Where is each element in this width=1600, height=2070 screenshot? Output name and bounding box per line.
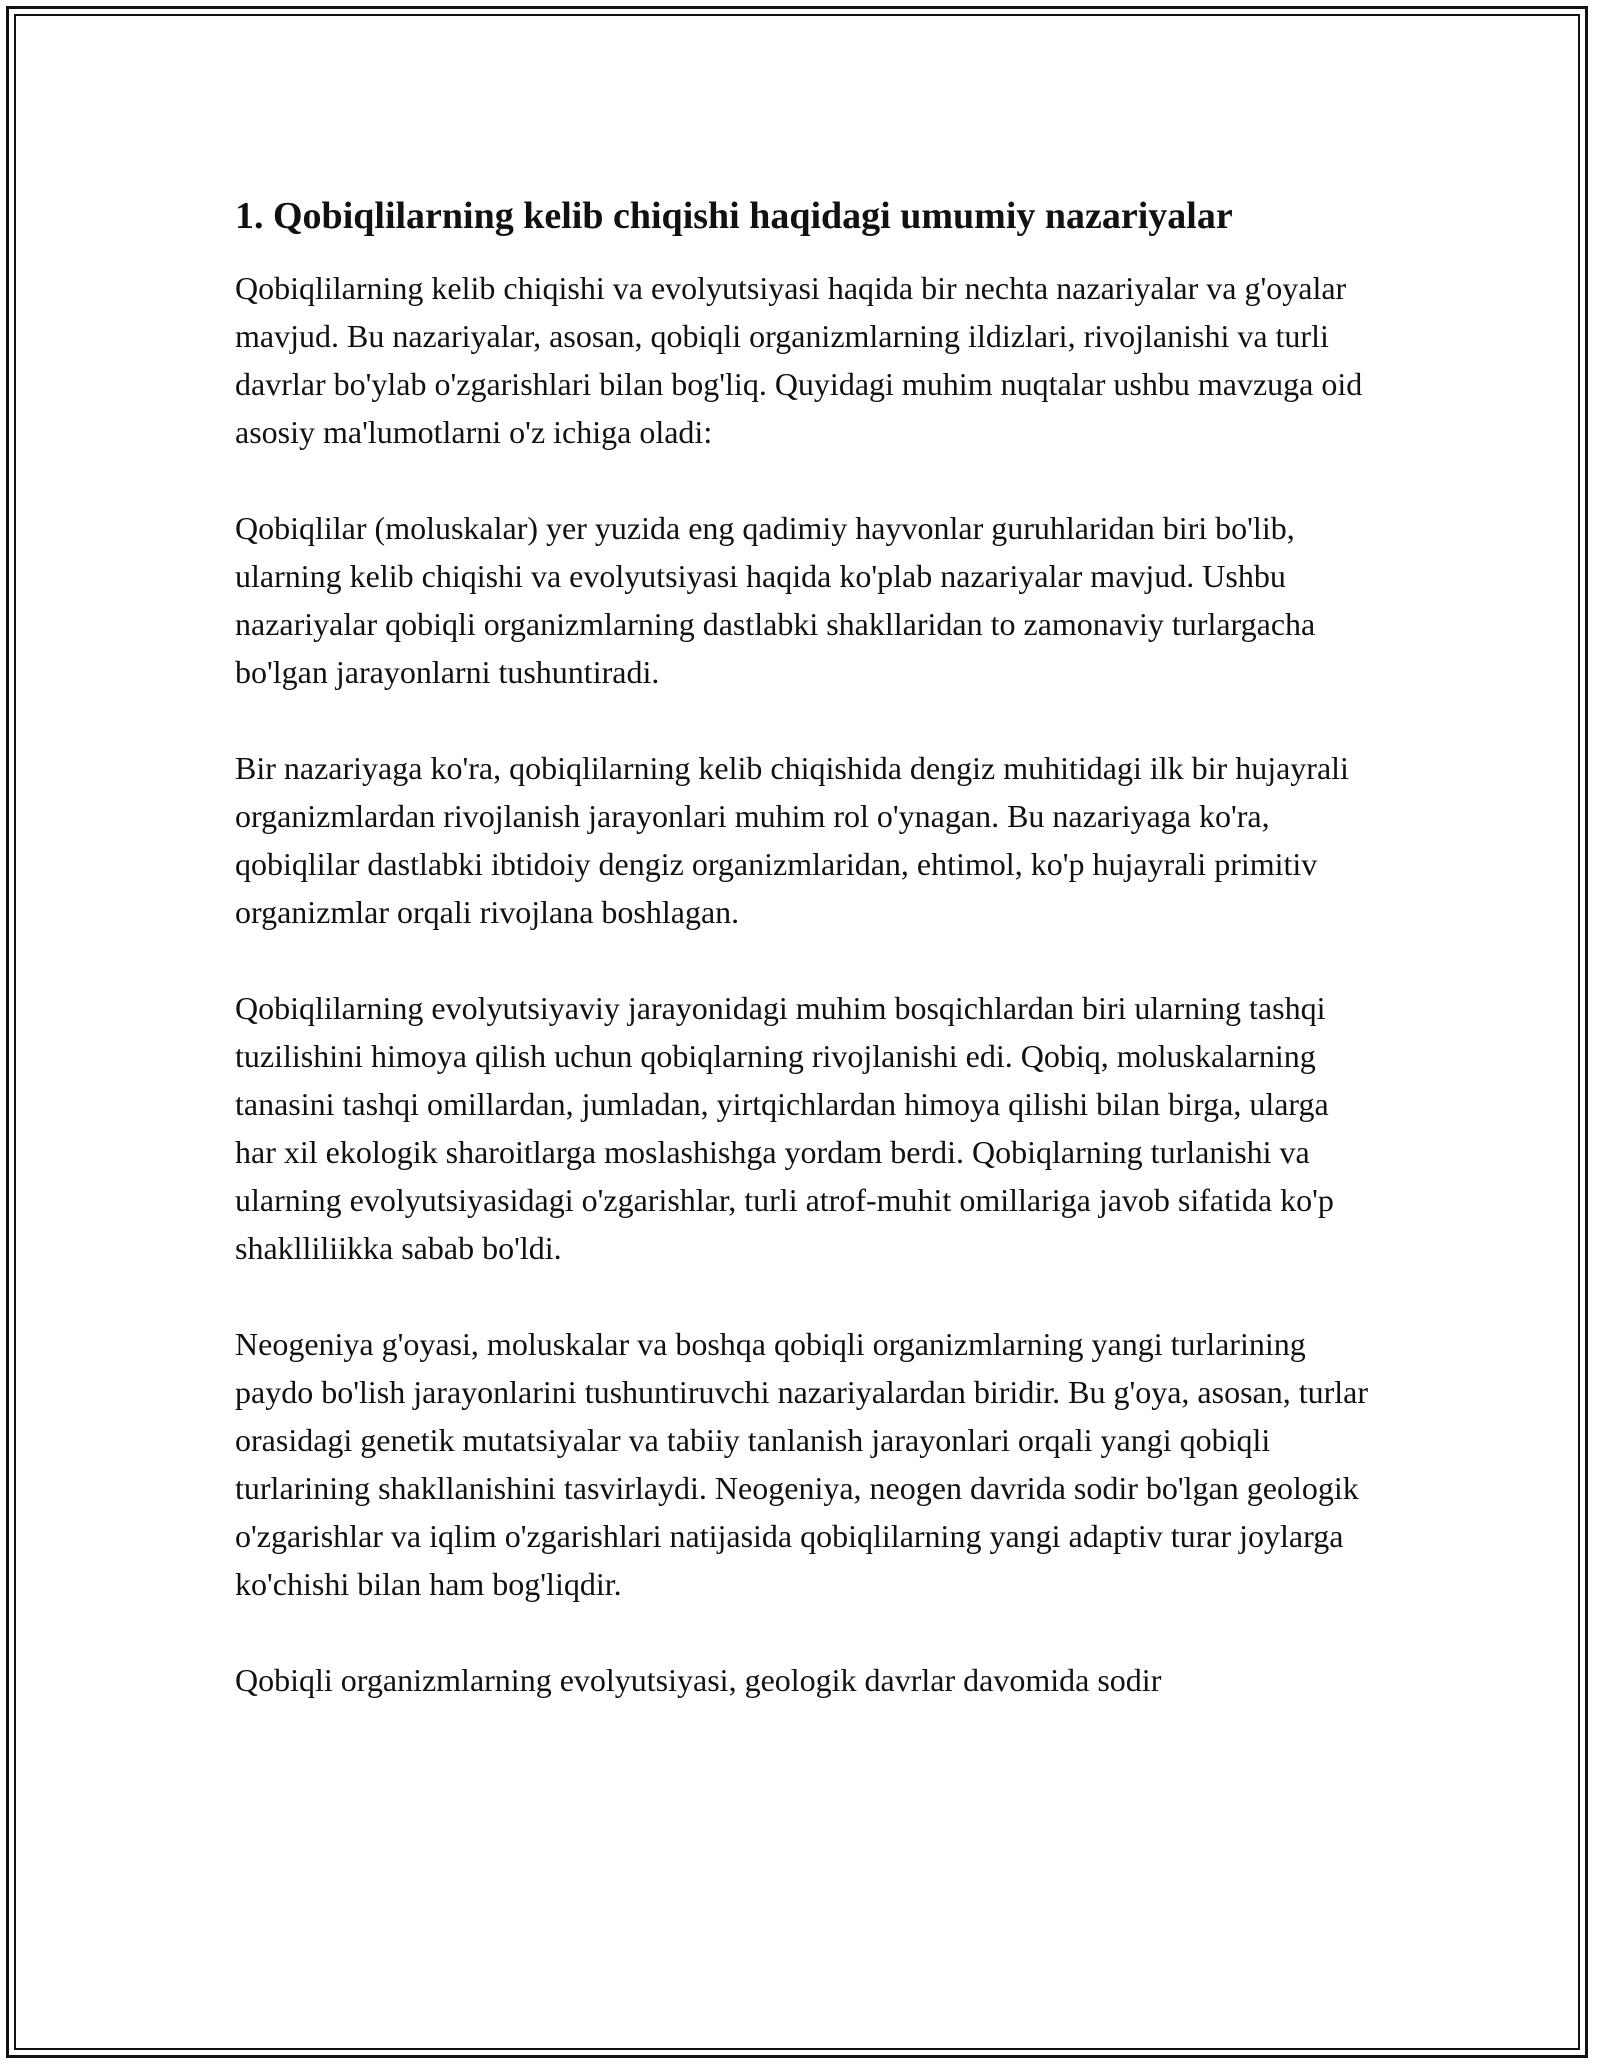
paragraph-neogenia: Neogeniya g'oyasi, moluskalar va boshqa qobiqli organizmlarning yangi turlarining paydo bo'lish jarayonlarini tushuntiruvchi nazariyalardan biridir. Bu g'oya, asosan, turlar orasidagi genetik mutatsiyalar va tabiiy tanlanish jarayonlari orqali yangi qobiqli turlarining shakllanishini tasvirlaydi. Neogeniya, neogen davrida sodir bo'lgan geologik o'zgarishlar va iqlim o'zgarishlari natijasida qobiqlilarning yangi adaptiv turar joylarga ko'chishi bilan ham bog'liqdir. bbox=[235, 1326, 1369, 1602]
paragraph-shell-evolution: Qobiqlilarning evolyutsiyaviy jarayonidagi muhim bosqichlardan biri ularning tashqi tuzilishini himoya qilish uchun qobiqlarning rivojlanishi edi. Qobiq, moluskalarning tanasini tashqi omillardan, jumladan, yirtqichlardan himoya qilishi bilan birga, ularga har xil ekologik sharoitlarga moslashishga yordam berdi. Qobiqlarning turlanishi va ularning evolyutsiyasidagi o'zgarishlar, turli atrof-muhit omillariga javob sifatida ko'p shaklliliikka sabab bo'ldi. bbox=[235, 990, 1334, 1266]
section-heading: 1. Qobiqlilarning kelib chiqishi haqidagi umumiy nazariyalar bbox=[235, 195, 1233, 237]
paragraph-geologic-evolution: Qobiqli organizmlarning evolyutsiyasi, geologik davrlar davomida sodir bbox=[235, 1662, 1162, 1698]
paragraph-molluscs: Qobiqlilar (moluskalar) yer yuzida eng qadimiy hayvonlar guruhlaridan biri bo'lib, ularning kelib chiqishi va evolyutsiyasi haqida ko'plab nazariyalar mavjud. Ushbu nazariyalar qobiqli organizmlarning dastlabki shakllaridan to zamonaviy turlargacha bo'lgan jarayonlarni tushuntiradi. bbox=[235, 510, 1316, 690]
paragraph-intro: Qobiqlilarning kelib chiqishi va evolyutsiyasi haqida bir nechta nazariyalar va g'oyalar mavjud. Bu nazariyalar, asosan, qobiqli organizmlarning ildizlari, rivojlanishi va turli davrlar bo'ylab o'zgarishlari bilan bog'liq. Quyidagi muhim nuqtalar ushbu mavzuga oid asosiy ma'lumotlarni o'z ichiga oladi: bbox=[235, 270, 1363, 450]
paragraph-theory-marine: Bir nazariyaga ko'ra, qobiqlilarning kelib chiqishida dengiz muhitidagi ilk bir hujayrali organizmlardan rivojlanish jarayonlari muhim rol o'ynagan. Bu nazariyaga ko'ra, qobiqlilar dastlabki ibtidoiy dengiz organizmlaridan, ehtimol, ko'p hujayrali primitiv organizmlar orqali rivojlana boshlagan. bbox=[235, 750, 1349, 930]
document-body bbox=[235, 188, 1375, 1752]
